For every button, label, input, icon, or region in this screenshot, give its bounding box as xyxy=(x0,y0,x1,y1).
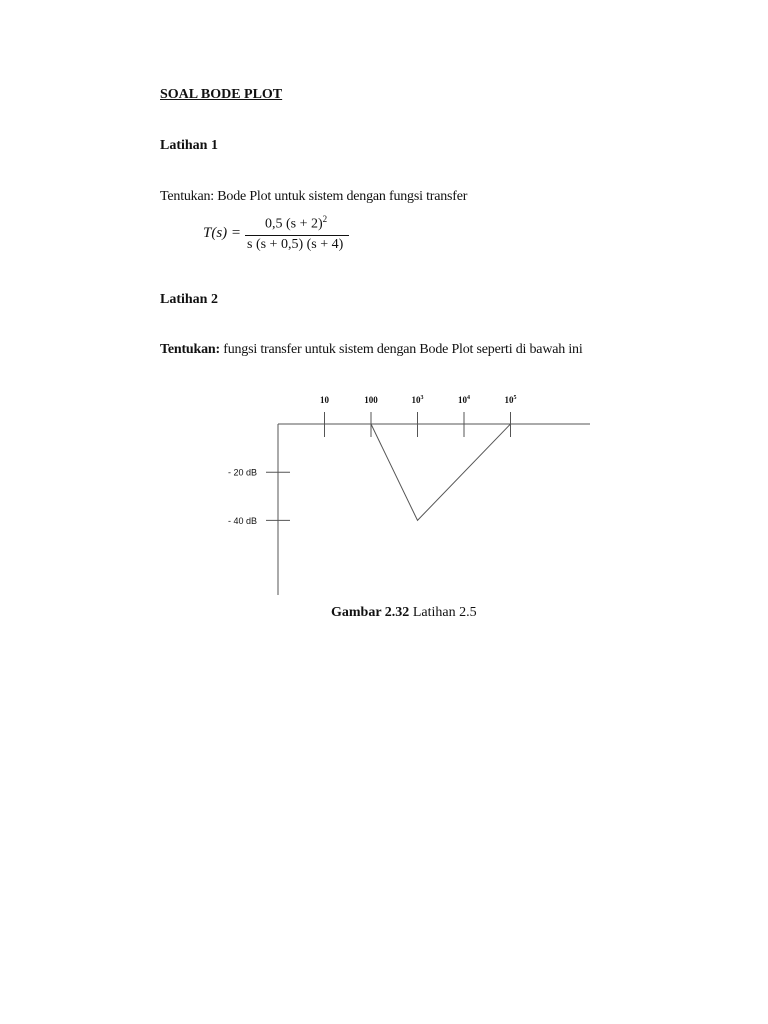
y-tick-label: - 20 dB xyxy=(227,467,257,478)
y-ticks xyxy=(228,468,290,526)
numerator-text: 0,5 (s + 2) xyxy=(265,216,323,232)
equation-lhs: T(s) = xyxy=(203,225,242,241)
exercise-2-heading: Latihan 2 xyxy=(160,292,218,307)
x-tick-exponent: 3 xyxy=(420,395,424,401)
exercise-1-heading: Latihan 1 xyxy=(160,138,218,153)
chart-axes xyxy=(278,424,590,595)
exercise-2-text-bold: Tentukan: xyxy=(160,342,220,357)
magnitude-line xyxy=(371,424,511,520)
equation-denominator: s (s + 0,5) (s + 4) xyxy=(247,237,344,252)
y-tick-label: - 40 dB xyxy=(227,515,257,526)
x-tick-label: $10^3$ xyxy=(411,395,424,405)
x-tick-label: 10 xyxy=(320,395,329,405)
figure-caption-bold: Gambar 2.32 xyxy=(331,605,410,620)
page-title: SOAL BODE PLOT xyxy=(160,87,283,102)
numerator-exponent: 2 xyxy=(322,214,328,224)
figure-caption xyxy=(331,605,477,621)
x-ticks xyxy=(320,395,517,437)
x-tick-exponent: 5 xyxy=(513,395,517,401)
x-tick-label: $10^5$ xyxy=(504,395,517,405)
x-tick-label: $10^4$ xyxy=(458,395,470,405)
exercise-1-text: Tentukan: Bode Plot untuk sistem dengan fungsi transfer xyxy=(160,189,468,204)
x-tick-exponent: 4 xyxy=(467,395,470,401)
exercise-2-text-rest: fungsi transfer untuk sistem dengan Bode Plot seperti di bawah ini xyxy=(219,342,583,357)
chart-series xyxy=(371,424,511,520)
x-tick-label: 100 xyxy=(364,395,378,405)
figure-caption-text: Latihan 2.5 xyxy=(409,605,477,620)
